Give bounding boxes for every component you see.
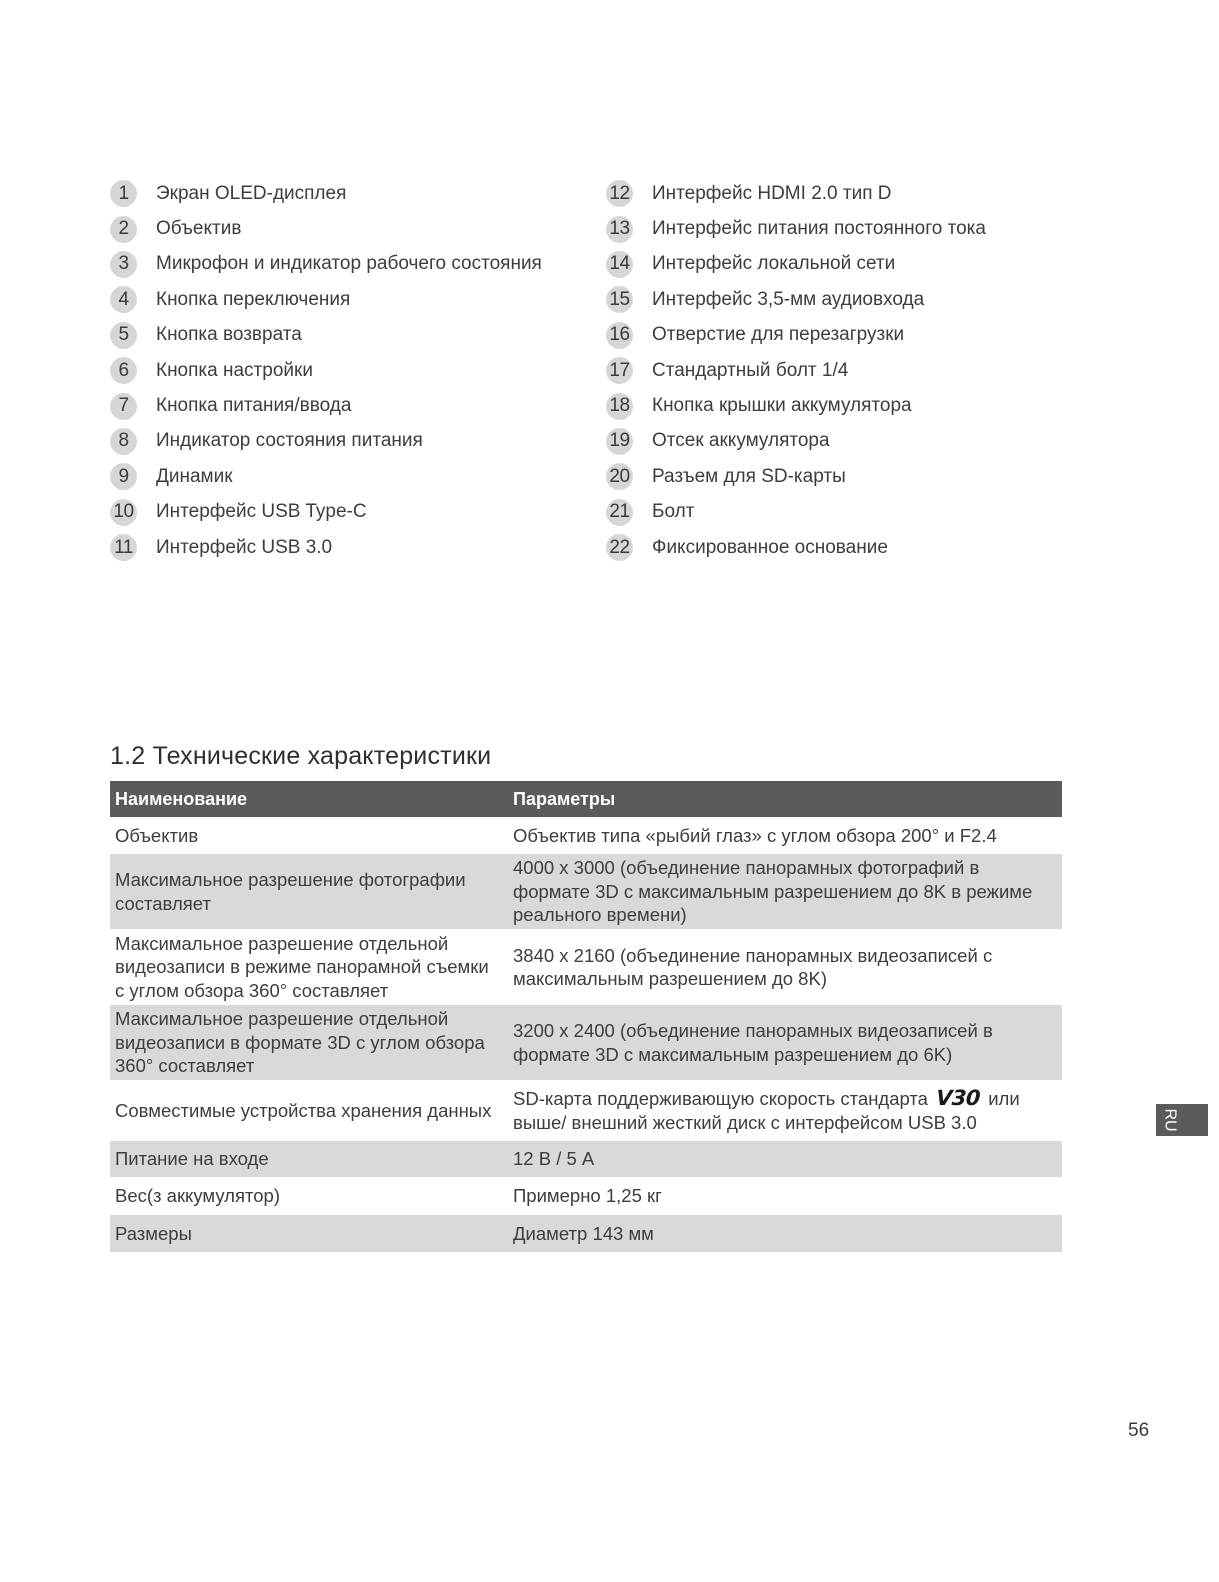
spec-name: Питание на входе <box>110 1141 508 1178</box>
part-label: Интерфейс HDMI 2.0 тип D <box>652 182 892 204</box>
part-number-badge: 5 <box>110 322 137 349</box>
specs-header-value: Параметры <box>508 781 1062 818</box>
part-label: Интерфейс питания постоянного тока <box>652 218 986 240</box>
spec-name: Размеры <box>110 1215 508 1252</box>
part-item <box>110 318 542 353</box>
table-row <box>110 1215 1062 1252</box>
spec-name: Вес(з аккумулятор) <box>110 1178 508 1215</box>
part-label: Кнопка питания/ввода <box>156 395 352 417</box>
part-label: Объектив <box>156 218 242 240</box>
part-label: Интерфейс USB 3.0 <box>156 536 333 558</box>
part-number-badge: 7 <box>110 393 137 420</box>
part-label: Интерфейс USB Type-C <box>156 501 367 523</box>
spec-value-text: или выше/ внешний жесткий диск с интерфейсом USB 3.0 <box>513 1088 1020 1133</box>
part-number-badge: 4 <box>110 286 137 313</box>
part-item <box>110 211 542 246</box>
part-item <box>606 530 986 565</box>
spec-value: Объектив типа «рыбий глаз» с углом обзора 200° и F2.4 <box>508 818 1062 854</box>
spec-value: Диаметр 143 мм <box>508 1215 1062 1252</box>
part-label: Кнопка возврата <box>156 324 302 346</box>
specs-header-name: Наименование <box>110 781 508 818</box>
table-row <box>110 1081 1062 1141</box>
part-number-badge: 6 <box>110 357 137 384</box>
part-item <box>606 247 986 282</box>
spec-value: 3200 x 2400 (объединение панорамных видеозаписей в формате 3D с максимальным разрешением до 6K) <box>508 1005 1062 1081</box>
part-label: Индикатор состояния питания <box>156 430 423 452</box>
part-number-badge: 15 <box>606 286 633 313</box>
table-row <box>110 1141 1062 1178</box>
part-number-badge: 3 <box>110 251 137 278</box>
part-number-badge: 10 <box>110 499 137 526</box>
part-item <box>606 424 986 459</box>
part-label: Экран OLED-дисплея <box>156 182 347 204</box>
page-number: 56 <box>1128 1420 1150 1441</box>
part-number-badge: 16 <box>606 322 633 349</box>
part-item <box>110 247 542 282</box>
spec-name: Максимальное разрешение фотографии составляет <box>110 854 508 930</box>
part-number-badge: 12 <box>606 180 633 207</box>
part-item <box>110 495 542 530</box>
spec-value <box>508 1081 1062 1141</box>
part-number-badge: 18 <box>606 393 633 420</box>
parts-list-left <box>110 176 542 565</box>
part-item <box>606 211 986 246</box>
part-number-badge: 22 <box>606 534 633 561</box>
spec-name: Объектив <box>110 818 508 854</box>
part-number-badge: 1 <box>110 180 137 207</box>
part-number-badge: 8 <box>110 428 137 455</box>
language-label: RU <box>1161 1108 1179 1132</box>
part-item <box>110 353 542 388</box>
part-item <box>110 459 542 494</box>
part-label: Болт <box>652 501 695 523</box>
part-label: Кнопка крышки аккумулятора <box>652 395 912 417</box>
table-row <box>110 818 1062 854</box>
section-title: 1.2 Технические характеристики <box>110 742 492 770</box>
specs-header-row <box>110 781 1062 818</box>
part-number-badge: 19 <box>606 428 633 455</box>
part-label: Интерфейс локальной сети <box>652 253 896 275</box>
spec-name: Максимальное разрешение отдельной видеозаписи в режиме панорамной съемки с углом обзора 360° составляет <box>110 930 508 1005</box>
spec-name: Максимальное разрешение отдельной видеозаписи в формате 3D с углом обзора 360° составляет <box>110 1005 508 1081</box>
part-item <box>606 495 986 530</box>
part-number-badge: 14 <box>606 251 633 278</box>
part-label: Динамик <box>156 465 233 487</box>
spec-value: 4000 x 3000 (объединение панорамных фотографий в формате 3D с максимальным разрешением до 8K в режиме реального времени) <box>508 854 1062 930</box>
part-item <box>110 424 542 459</box>
part-item <box>606 388 986 423</box>
table-row <box>110 930 1062 1005</box>
specs-table <box>110 781 1062 1252</box>
part-number-badge: 21 <box>606 499 633 526</box>
spec-value-text: SD-карта поддерживающую скорость стандарта <box>513 1088 928 1109</box>
spec-value: 3840 x 2160 (объединение панорамных видеозаписей с максимальным разрешением до 8K) <box>508 930 1062 1005</box>
part-label: Интерфейс 3,5-мм аудиовхода <box>652 288 925 310</box>
part-label: Кнопка настройки <box>156 359 313 381</box>
part-number-badge: 9 <box>110 463 137 490</box>
part-item <box>606 318 986 353</box>
table-row <box>110 854 1062 930</box>
part-number-badge: 11 <box>110 534 137 561</box>
table-row <box>110 1005 1062 1081</box>
part-label: Кнопка переключения <box>156 288 351 310</box>
spec-value: Примерно 1,25 кг <box>508 1178 1062 1215</box>
part-item <box>606 282 986 317</box>
language-side-tab <box>1156 1104 1208 1136</box>
parts-list-right <box>606 176 986 565</box>
part-number-badge: 17 <box>606 357 633 384</box>
part-item <box>110 388 542 423</box>
part-item <box>606 176 986 211</box>
part-label: Разъем для SD-карты <box>652 465 846 487</box>
spec-name: Совместимые устройства хранения данных <box>110 1081 508 1141</box>
part-number-badge: 2 <box>110 216 137 243</box>
part-label: Стандартный болт 1/4 <box>652 359 849 381</box>
spec-value: 12 В / 5 А <box>508 1141 1062 1178</box>
part-number-badge: 13 <box>606 216 633 243</box>
part-number-badge: 20 <box>606 463 633 490</box>
part-label: Фиксированное основание <box>652 536 888 558</box>
part-item <box>110 282 542 317</box>
part-item <box>606 459 986 494</box>
part-item <box>110 176 542 211</box>
part-label: Отсек аккумулятора <box>652 430 830 452</box>
part-label: Отверстие для перезагрузки <box>652 324 905 346</box>
v30-speed-class-icon: V30 <box>935 1086 981 1110</box>
table-row <box>110 1178 1062 1215</box>
part-label: Микрофон и индикатор рабочего состояния <box>156 253 542 275</box>
part-item <box>606 353 986 388</box>
part-item <box>110 530 542 565</box>
